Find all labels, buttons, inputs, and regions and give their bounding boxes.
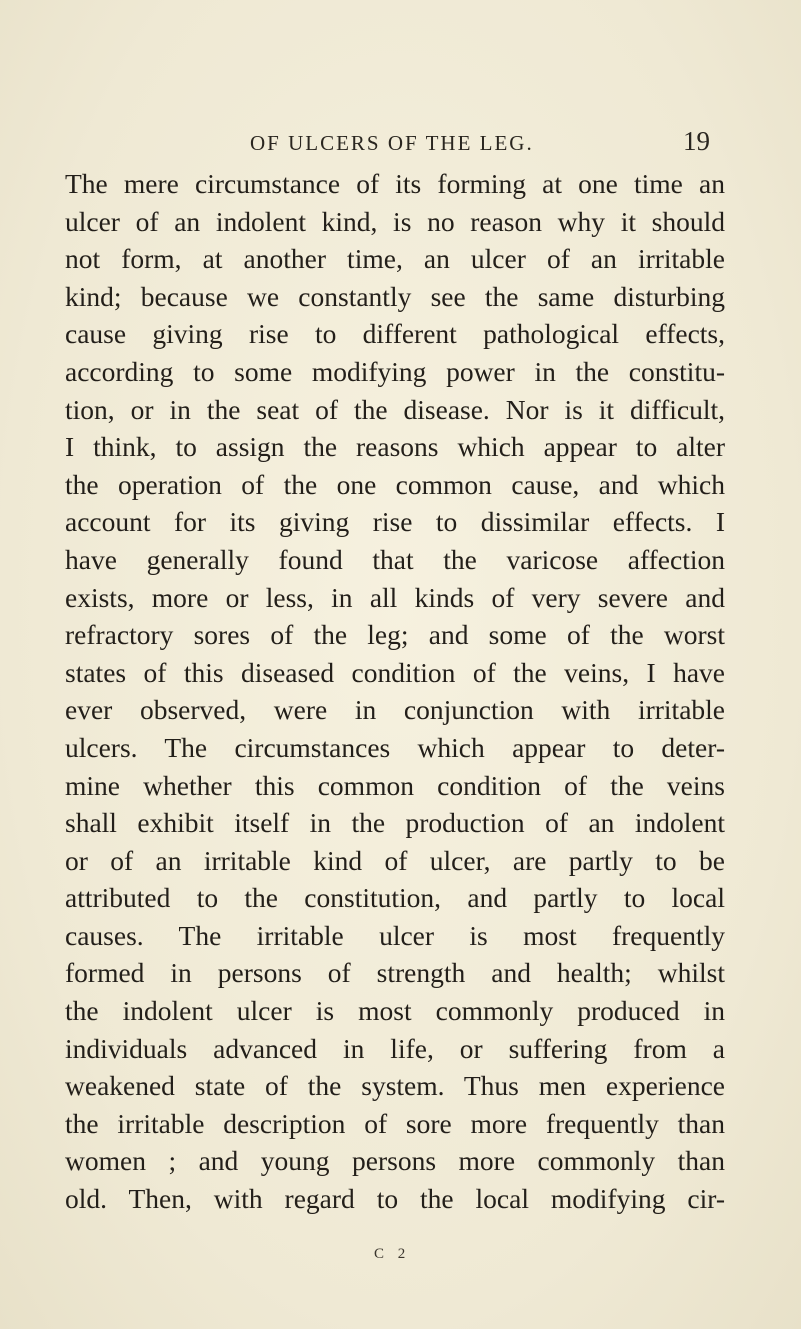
text-line: old. Then, with regard to the local modifying cir-	[65, 1183, 725, 1215]
text-line: states of this diseased condition of the veins, I have	[65, 656, 725, 688]
text-line: not form, at another time, an ulcer of an irritable	[65, 243, 725, 275]
text-line: The mere circumstance of its forming at one time an	[65, 168, 725, 199]
page-number: 19	[683, 126, 710, 156]
text-line: or of an irritable kind of ulcer, are partly to be	[65, 844, 725, 876]
text-line: weakened state of the system. Thus men experience	[65, 1070, 725, 1102]
text-line: formed in persons of strength and health; whilst	[65, 957, 725, 989]
text-line: attributed to the constitution, and partly to local	[65, 882, 725, 914]
text-line: mine whether this common condition of the veins	[65, 769, 725, 801]
text-line: women ; and young persons more commonly than	[65, 1145, 725, 1177]
text-line: account for its giving rise to dissimilar effects. I	[65, 506, 725, 538]
text-line: refractory sores of the leg; and some of the worst	[65, 619, 725, 651]
text-line: exists, more or less, in all kinds of very severe and	[65, 581, 725, 613]
running-title: OF ULCERS OF THE LEG.	[250, 131, 534, 155]
text-line: ulcer of an indolent kind, is no reason why it should	[65, 205, 725, 237]
body-text	[65, 165, 725, 1218]
text-line: the operation of the one common cause, and which	[65, 468, 725, 500]
text-line: kind; because we constantly see the same disturbing	[65, 280, 725, 312]
signature-mark: C 2	[374, 1246, 411, 1262]
text-line: the indolent ulcer is most commonly produced in	[65, 995, 725, 1027]
text-line: have generally found that the varicose affection	[65, 543, 725, 575]
text-line: the irritable description of sore more frequently than	[65, 1107, 725, 1139]
text-line: shall exhibit itself in the production of an indolent	[65, 807, 725, 839]
text-line: according to some modifying power in the constitu-	[65, 355, 725, 387]
text-line: tion, or in the seat of the disease. Nor is it difficult,	[65, 393, 725, 425]
text-line: causes. The irritable ulcer is most frequently	[65, 919, 725, 951]
text-line: individuals advanced in life, or suffering from a	[65, 1032, 725, 1064]
text-line: cause giving rise to different pathological effects,	[65, 318, 725, 350]
text-line: ulcers. The circumstances which appear to deter-	[65, 731, 725, 763]
text-line: ever observed, were in conjunction with irritable	[65, 694, 725, 726]
text-line: I think, to assign the reasons which appear to alter	[65, 431, 725, 463]
